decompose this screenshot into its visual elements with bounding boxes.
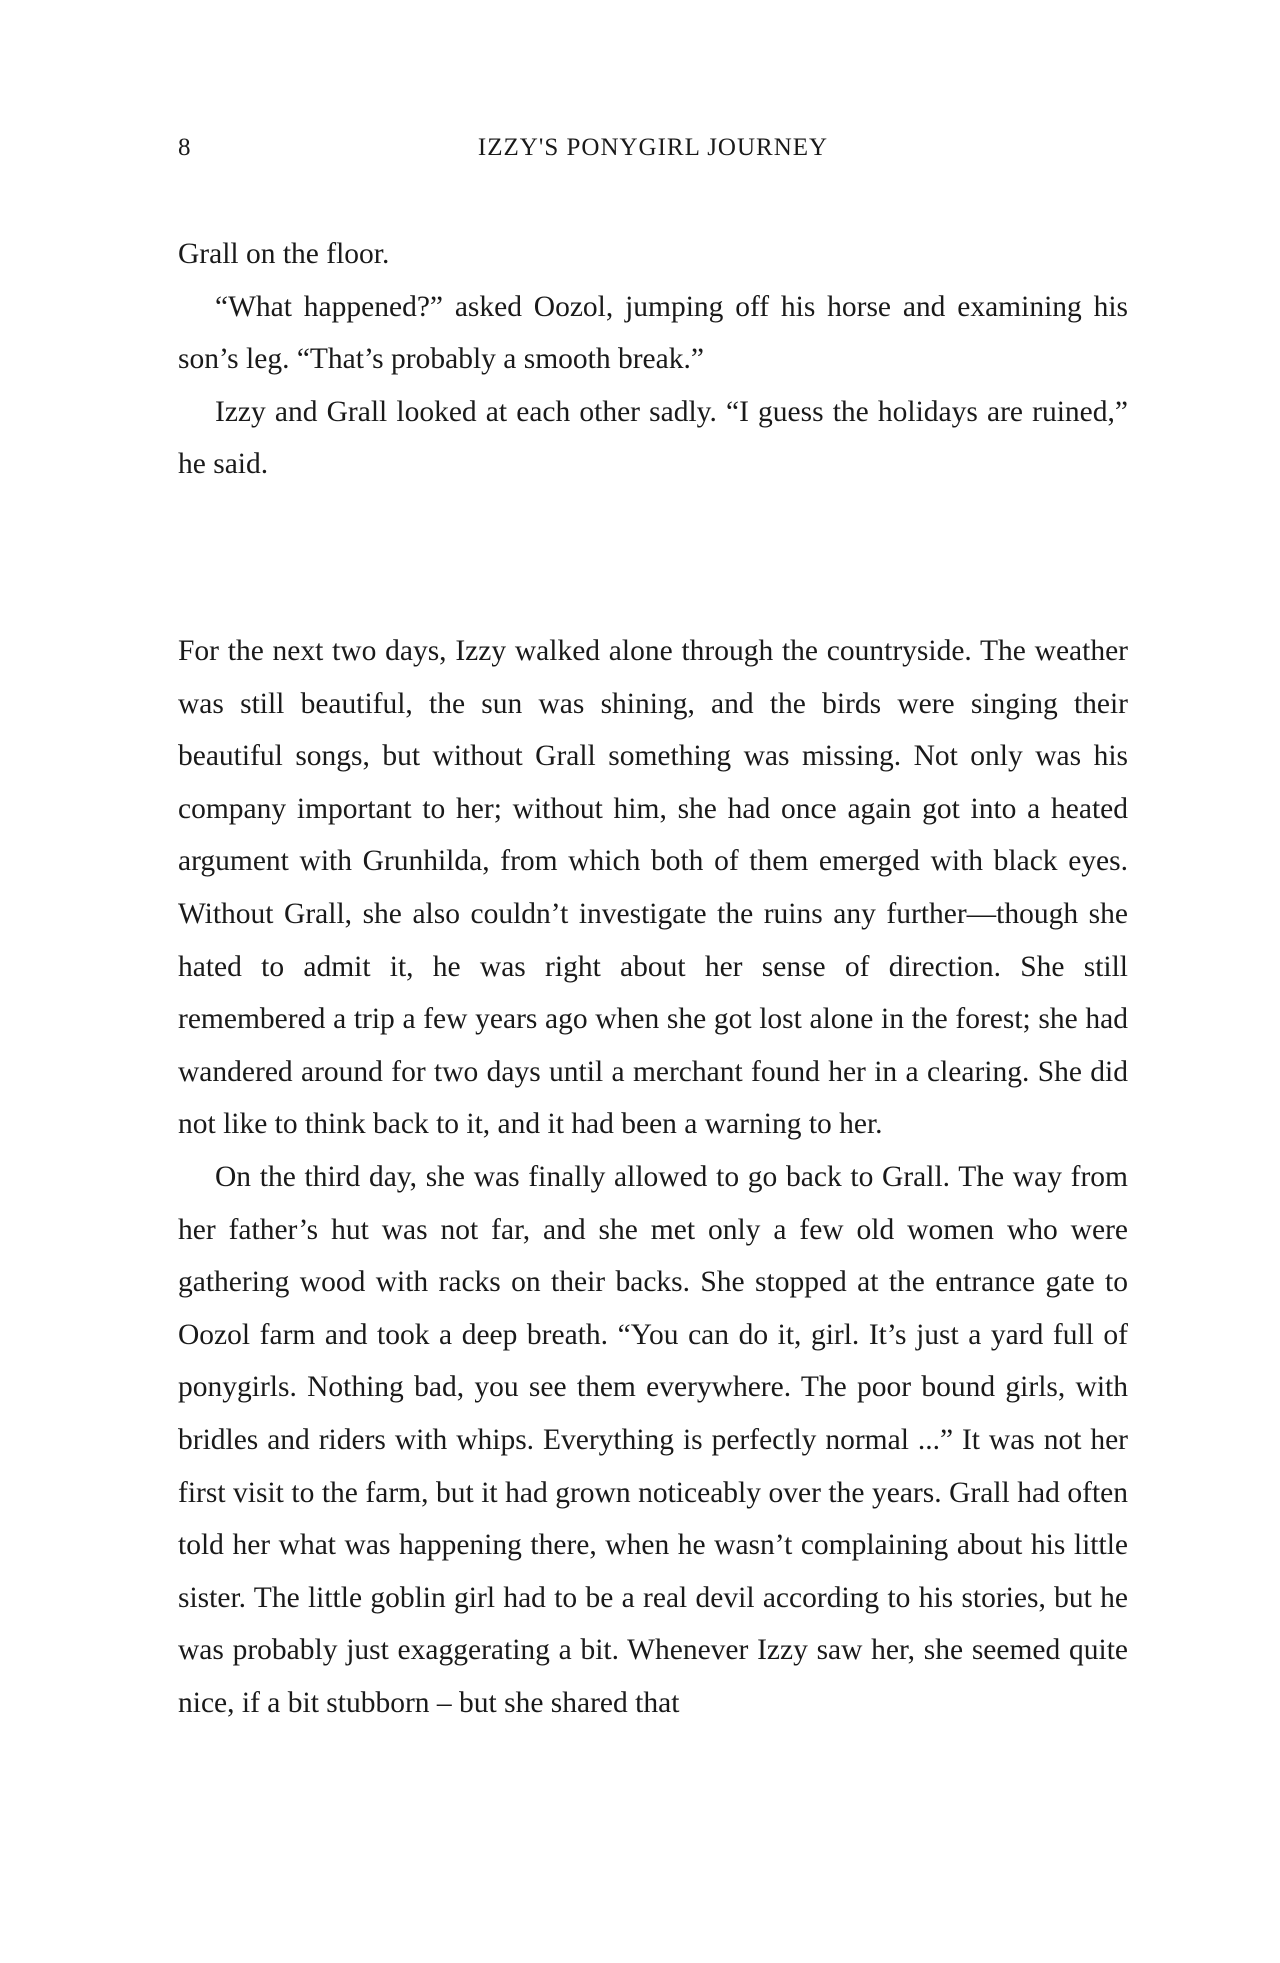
paragraph: “What happened?” asked Oozol, jumping off his horse and examining his son’s leg. “That’s probably a smooth break.”	[178, 290, 1128, 376]
running-head	[178, 134, 1128, 170]
section-two	[178, 625, 1128, 1729]
paragraph: Grall on the floor.	[178, 238, 390, 270]
page-number: 8	[178, 134, 191, 161]
paragraph: On the third day, she was finally allowed to go back to Grall. The way from her father’s hut was not far, and she met only a few old women who were gathering wood with racks on their backs. She stopped at the entrance gate to Oozol farm and took a deep breath. “You can do it, girl. It’s just a yard full of ponygirls. Nothing bad, you see them everywhere. The poor bound girls, with bridles and riders with whips. Everything is perfectly normal ...” It was not her first visit to the farm, but it had grown noticeably over the years. Grall had often told her what was happening there, when he wasn’t complaining about his little sister. The little goblin girl had to be a real devil according to his stories, but he was probably just exaggerating a bit. Whenever Izzy saw her, she seemed quite nice, if a bit stubborn – but she shared that	[178, 1160, 1128, 1719]
paragraph: For the next two days, Izzy walked alone through the countryside. The weather was still beautiful, the sun was shining, and the birds were singing their beautiful songs, but without Grall something was missing. Not only was his company important to her; without him, she had once again got into a heated argument with Grunhilda, from which both of them emerged with black eyes. Without Grall, she also couldn’t investigate the ruins any further—though she hated to admit it, he was right about her sense of direction. She still remembered a trip a few years ago when she got lost alone in the forest; she had wandered around for two days until a merchant found her in a clearing. She did not like to think back to it, and it had been a warning to her.	[178, 635, 1128, 1141]
book-title: IZZY'S PONYGIRL JOURNEY	[477, 134, 829, 161]
paragraph: Izzy and Grall looked at each other sadly. “I guess the holidays are ruined,” he said.	[178, 395, 1128, 481]
section-one	[178, 228, 1128, 491]
